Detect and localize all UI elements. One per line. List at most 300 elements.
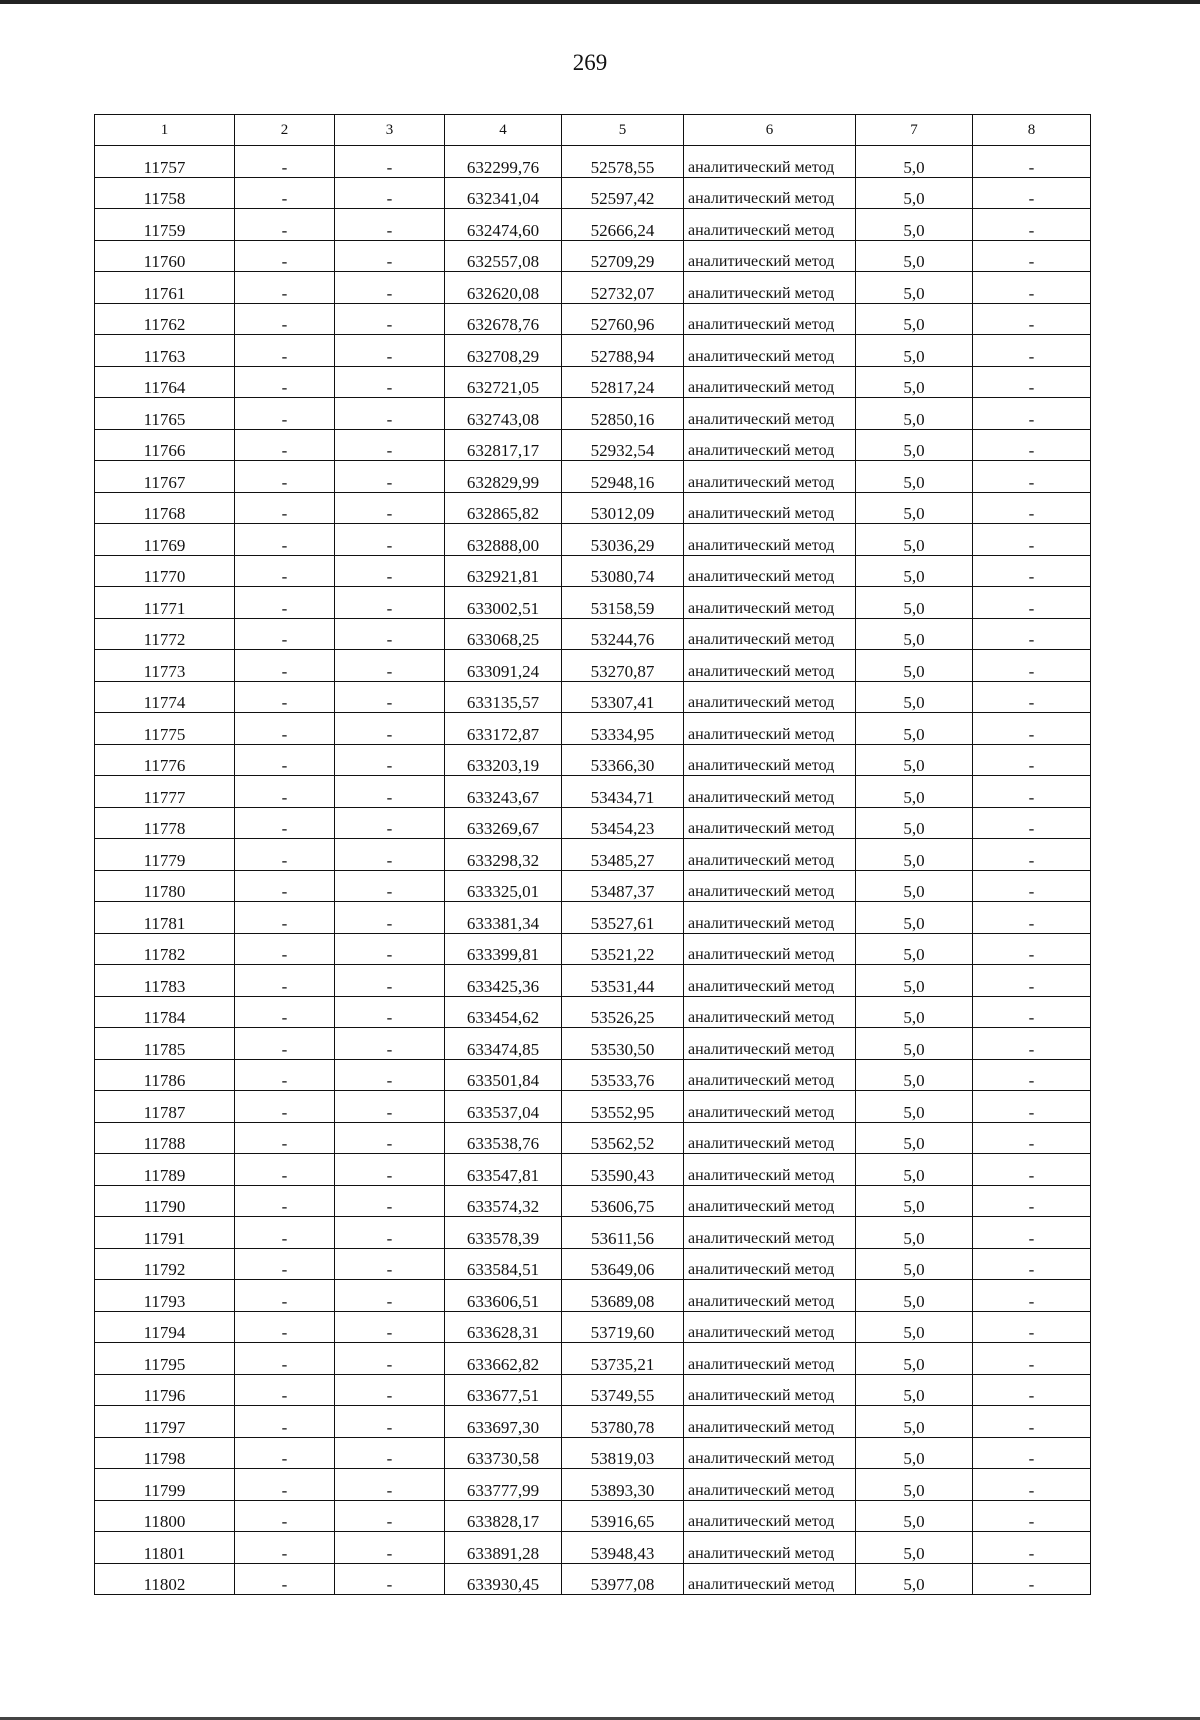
- point-number-cell: 11778: [95, 807, 235, 839]
- col2-cell: -: [235, 713, 335, 745]
- col2-cell: -: [235, 1311, 335, 1343]
- col3-cell: -: [335, 1248, 445, 1280]
- col8-cell: -: [973, 776, 1091, 808]
- col2-cell: -: [235, 1500, 335, 1532]
- accuracy-cell: 5,0: [856, 398, 973, 430]
- accuracy-cell: 5,0: [856, 902, 973, 934]
- col3-cell: -: [335, 461, 445, 493]
- accuracy-cell: 5,0: [856, 429, 973, 461]
- method-cell: аналитический метод: [684, 713, 856, 745]
- point-number-cell: 11775: [95, 713, 235, 745]
- y-coordinate-cell: 53749,55: [562, 1374, 684, 1406]
- table-row: [95, 776, 1091, 808]
- point-number-cell: 11790: [95, 1185, 235, 1217]
- col8-cell: -: [973, 902, 1091, 934]
- col8-cell: -: [973, 209, 1091, 241]
- table-row: [95, 1091, 1091, 1123]
- x-coordinate-cell: 633454,62: [445, 996, 562, 1028]
- col2-cell: -: [235, 1406, 335, 1438]
- method-cell: аналитический метод: [684, 461, 856, 493]
- y-coordinate-cell: 53487,37: [562, 870, 684, 902]
- method-cell: аналитический метод: [684, 618, 856, 650]
- accuracy-cell: 5,0: [856, 1406, 973, 1438]
- y-coordinate-cell: 53012,09: [562, 492, 684, 524]
- col3-cell: -: [335, 1500, 445, 1532]
- col3-cell: -: [335, 933, 445, 965]
- table-row: [95, 1437, 1091, 1469]
- col8-cell: -: [973, 870, 1091, 902]
- accuracy-cell: 5,0: [856, 681, 973, 713]
- method-cell: аналитический метод: [684, 1217, 856, 1249]
- accuracy-cell: 5,0: [856, 1185, 973, 1217]
- table-row: [95, 555, 1091, 587]
- x-coordinate-cell: 633891,28: [445, 1532, 562, 1564]
- y-coordinate-cell: 53527,61: [562, 902, 684, 934]
- method-cell: аналитический метод: [684, 1563, 856, 1595]
- col3-cell: -: [335, 1406, 445, 1438]
- method-cell: аналитический метод: [684, 1437, 856, 1469]
- method-cell: аналитический метод: [684, 398, 856, 430]
- point-number-cell: 11781: [95, 902, 235, 934]
- accuracy-cell: 5,0: [856, 996, 973, 1028]
- y-coordinate-cell: 53780,78: [562, 1406, 684, 1438]
- x-coordinate-cell: 632721,05: [445, 366, 562, 398]
- table-row: [95, 1532, 1091, 1564]
- accuracy-cell: 5,0: [856, 1563, 973, 1595]
- point-number-cell: 11777: [95, 776, 235, 808]
- table-row: [95, 587, 1091, 619]
- col8-cell: -: [973, 1248, 1091, 1280]
- point-number-cell: 11788: [95, 1122, 235, 1154]
- method-cell: аналитический метод: [684, 1059, 856, 1091]
- col2-cell: -: [235, 807, 335, 839]
- y-coordinate-cell: 53689,08: [562, 1280, 684, 1312]
- scan-top-edge: [0, 0, 1200, 4]
- point-number-cell: 11760: [95, 240, 235, 272]
- method-cell: аналитический метод: [684, 240, 856, 272]
- x-coordinate-cell: 633135,57: [445, 681, 562, 713]
- col3-cell: -: [335, 744, 445, 776]
- accuracy-cell: 5,0: [856, 807, 973, 839]
- header-cell: 7: [856, 115, 973, 146]
- col3-cell: -: [335, 146, 445, 178]
- y-coordinate-cell: 52932,54: [562, 429, 684, 461]
- header-cell: 8: [973, 115, 1091, 146]
- method-cell: аналитический метод: [684, 1248, 856, 1280]
- table-row: [95, 366, 1091, 398]
- y-coordinate-cell: 53719,60: [562, 1311, 684, 1343]
- table-row: [95, 713, 1091, 745]
- col3-cell: -: [335, 398, 445, 430]
- col3-cell: -: [335, 1122, 445, 1154]
- point-number-cell: 11789: [95, 1154, 235, 1186]
- y-coordinate-cell: 52760,96: [562, 303, 684, 335]
- col8-cell: -: [973, 1185, 1091, 1217]
- col2-cell: -: [235, 618, 335, 650]
- y-coordinate-cell: 53454,23: [562, 807, 684, 839]
- col2-cell: -: [235, 776, 335, 808]
- col8-cell: -: [973, 429, 1091, 461]
- col3-cell: -: [335, 681, 445, 713]
- point-number-cell: 11763: [95, 335, 235, 367]
- col2-cell: -: [235, 524, 335, 556]
- col2-cell: -: [235, 303, 335, 335]
- y-coordinate-cell: 52817,24: [562, 366, 684, 398]
- accuracy-cell: 5,0: [856, 1343, 973, 1375]
- x-coordinate-cell: 633172,87: [445, 713, 562, 745]
- col2-cell: -: [235, 366, 335, 398]
- col3-cell: -: [335, 1469, 445, 1501]
- y-coordinate-cell: 53893,30: [562, 1469, 684, 1501]
- method-cell: аналитический метод: [684, 1185, 856, 1217]
- table-header: [95, 115, 1091, 146]
- header-cell: 3: [335, 115, 445, 146]
- method-cell: аналитический метод: [684, 524, 856, 556]
- table-row: [95, 933, 1091, 965]
- method-cell: аналитический метод: [684, 1154, 856, 1186]
- method-cell: аналитический метод: [684, 555, 856, 587]
- col3-cell: -: [335, 1437, 445, 1469]
- col2-cell: -: [235, 1343, 335, 1375]
- x-coordinate-cell: 632620,08: [445, 272, 562, 304]
- col8-cell: -: [973, 1217, 1091, 1249]
- col3-cell: -: [335, 713, 445, 745]
- table-row: [95, 272, 1091, 304]
- y-coordinate-cell: 53521,22: [562, 933, 684, 965]
- col3-cell: -: [335, 492, 445, 524]
- col3-cell: -: [335, 618, 445, 650]
- x-coordinate-cell: 632888,00: [445, 524, 562, 556]
- col2-cell: -: [235, 1059, 335, 1091]
- x-coordinate-cell: 633269,67: [445, 807, 562, 839]
- x-coordinate-cell: 633425,36: [445, 965, 562, 997]
- accuracy-cell: 5,0: [856, 1028, 973, 1060]
- point-number-cell: 11776: [95, 744, 235, 776]
- col8-cell: -: [973, 1532, 1091, 1564]
- header-row: [95, 115, 1091, 146]
- col8-cell: -: [973, 524, 1091, 556]
- y-coordinate-cell: 53611,56: [562, 1217, 684, 1249]
- col3-cell: -: [335, 1185, 445, 1217]
- col3-cell: -: [335, 1217, 445, 1249]
- table-row: [95, 303, 1091, 335]
- table-row: [95, 650, 1091, 682]
- col8-cell: -: [973, 335, 1091, 367]
- x-coordinate-cell: 632743,08: [445, 398, 562, 430]
- col2-cell: -: [235, 681, 335, 713]
- x-coordinate-cell: 633203,19: [445, 744, 562, 776]
- point-number-cell: 11799: [95, 1469, 235, 1501]
- col3-cell: -: [335, 524, 445, 556]
- accuracy-cell: 5,0: [856, 1122, 973, 1154]
- col3-cell: -: [335, 429, 445, 461]
- y-coordinate-cell: 53819,03: [562, 1437, 684, 1469]
- method-cell: аналитический метод: [684, 933, 856, 965]
- accuracy-cell: 5,0: [856, 744, 973, 776]
- col8-cell: -: [973, 618, 1091, 650]
- col8-cell: -: [973, 1437, 1091, 1469]
- method-cell: аналитический метод: [684, 1374, 856, 1406]
- x-coordinate-cell: 632299,76: [445, 146, 562, 178]
- table-body: [95, 146, 1091, 1595]
- x-coordinate-cell: 633662,82: [445, 1343, 562, 1375]
- method-cell: аналитический метод: [684, 366, 856, 398]
- y-coordinate-cell: 53080,74: [562, 555, 684, 587]
- y-coordinate-cell: 53158,59: [562, 587, 684, 619]
- accuracy-cell: 5,0: [856, 1280, 973, 1312]
- col8-cell: -: [973, 461, 1091, 493]
- y-coordinate-cell: 53531,44: [562, 965, 684, 997]
- table-row: [95, 870, 1091, 902]
- col8-cell: -: [973, 492, 1091, 524]
- method-cell: аналитический метод: [684, 1028, 856, 1060]
- point-number-cell: 11767: [95, 461, 235, 493]
- col2-cell: -: [235, 1122, 335, 1154]
- col2-cell: -: [235, 996, 335, 1028]
- point-number-cell: 11774: [95, 681, 235, 713]
- col8-cell: -: [973, 1500, 1091, 1532]
- accuracy-cell: 5,0: [856, 1091, 973, 1123]
- method-cell: аналитический метод: [684, 965, 856, 997]
- col2-cell: -: [235, 492, 335, 524]
- x-coordinate-cell: 633538,76: [445, 1122, 562, 1154]
- x-coordinate-cell: 633628,31: [445, 1311, 562, 1343]
- col2-cell: -: [235, 555, 335, 587]
- point-number-cell: 11801: [95, 1532, 235, 1564]
- col3-cell: -: [335, 650, 445, 682]
- table-row: [95, 146, 1091, 178]
- method-cell: аналитический метод: [684, 177, 856, 209]
- table-row: [95, 1217, 1091, 1249]
- accuracy-cell: 5,0: [856, 1437, 973, 1469]
- col3-cell: -: [335, 1311, 445, 1343]
- method-cell: аналитический метод: [684, 1280, 856, 1312]
- col8-cell: -: [973, 744, 1091, 776]
- table-row: [95, 902, 1091, 934]
- col3-cell: -: [335, 1532, 445, 1564]
- accuracy-cell: 5,0: [856, 555, 973, 587]
- point-number-cell: 11773: [95, 650, 235, 682]
- table-row: [95, 839, 1091, 871]
- point-number-cell: 11795: [95, 1343, 235, 1375]
- method-cell: аналитический метод: [684, 650, 856, 682]
- col8-cell: -: [973, 807, 1091, 839]
- accuracy-cell: 5,0: [856, 492, 973, 524]
- col2-cell: -: [235, 146, 335, 178]
- x-coordinate-cell: 632678,76: [445, 303, 562, 335]
- point-number-cell: 11759: [95, 209, 235, 241]
- point-number-cell: 11802: [95, 1563, 235, 1595]
- y-coordinate-cell: 53916,65: [562, 1500, 684, 1532]
- method-cell: аналитический метод: [684, 1311, 856, 1343]
- col3-cell: -: [335, 1154, 445, 1186]
- y-coordinate-cell: 52732,07: [562, 272, 684, 304]
- col8-cell: -: [973, 681, 1091, 713]
- table-row: [95, 1185, 1091, 1217]
- table-row: [95, 209, 1091, 241]
- col2-cell: -: [235, 461, 335, 493]
- page-number: 269: [572, 50, 608, 75]
- col2-cell: -: [235, 1248, 335, 1280]
- table-row: [95, 240, 1091, 272]
- point-number-cell: 11770: [95, 555, 235, 587]
- x-coordinate-cell: 632921,81: [445, 555, 562, 587]
- y-coordinate-cell: 53485,27: [562, 839, 684, 871]
- method-cell: аналитический метод: [684, 1343, 856, 1375]
- y-coordinate-cell: 53434,71: [562, 776, 684, 808]
- col3-cell: -: [335, 870, 445, 902]
- col3-cell: -: [335, 240, 445, 272]
- col3-cell: -: [335, 1059, 445, 1091]
- y-coordinate-cell: 53590,43: [562, 1154, 684, 1186]
- accuracy-cell: 5,0: [856, 618, 973, 650]
- y-coordinate-cell: 52666,24: [562, 209, 684, 241]
- table-row: [95, 429, 1091, 461]
- y-coordinate-cell: 53533,76: [562, 1059, 684, 1091]
- x-coordinate-cell: 633606,51: [445, 1280, 562, 1312]
- accuracy-cell: 5,0: [856, 146, 973, 178]
- col2-cell: -: [235, 1469, 335, 1501]
- accuracy-cell: 5,0: [856, 366, 973, 398]
- col8-cell: -: [973, 1563, 1091, 1595]
- method-cell: аналитический метод: [684, 744, 856, 776]
- col3-cell: -: [335, 272, 445, 304]
- col8-cell: -: [973, 713, 1091, 745]
- table-row: [95, 1469, 1091, 1501]
- method-cell: аналитический метод: [684, 996, 856, 1028]
- accuracy-cell: 5,0: [856, 303, 973, 335]
- point-number-cell: 11764: [95, 366, 235, 398]
- method-cell: аналитический метод: [684, 1469, 856, 1501]
- accuracy-cell: 5,0: [856, 272, 973, 304]
- point-number-cell: 11796: [95, 1374, 235, 1406]
- col2-cell: -: [235, 933, 335, 965]
- col8-cell: -: [973, 303, 1091, 335]
- col8-cell: -: [973, 587, 1091, 619]
- accuracy-cell: 5,0: [856, 240, 973, 272]
- col3-cell: -: [335, 1374, 445, 1406]
- y-coordinate-cell: 53530,50: [562, 1028, 684, 1060]
- col3-cell: -: [335, 209, 445, 241]
- col3-cell: -: [335, 1563, 445, 1595]
- col3-cell: -: [335, 335, 445, 367]
- method-cell: аналитический метод: [684, 1091, 856, 1123]
- method-cell: аналитический метод: [684, 303, 856, 335]
- col2-cell: -: [235, 240, 335, 272]
- col3-cell: -: [335, 555, 445, 587]
- col8-cell: -: [973, 555, 1091, 587]
- col8-cell: -: [973, 177, 1091, 209]
- method-cell: аналитический метод: [684, 839, 856, 871]
- table-row: [95, 1154, 1091, 1186]
- x-coordinate-cell: 633298,32: [445, 839, 562, 871]
- x-coordinate-cell: 633325,01: [445, 870, 562, 902]
- y-coordinate-cell: 52788,94: [562, 335, 684, 367]
- col8-cell: -: [973, 1028, 1091, 1060]
- col2-cell: -: [235, 965, 335, 997]
- x-coordinate-cell: 633828,17: [445, 1500, 562, 1532]
- col2-cell: -: [235, 587, 335, 619]
- x-coordinate-cell: 632341,04: [445, 177, 562, 209]
- col2-cell: -: [235, 1091, 335, 1123]
- col8-cell: -: [973, 1280, 1091, 1312]
- col3-cell: -: [335, 177, 445, 209]
- col8-cell: -: [973, 272, 1091, 304]
- x-coordinate-cell: 633584,51: [445, 1248, 562, 1280]
- accuracy-cell: 5,0: [856, 1469, 973, 1501]
- col3-cell: -: [335, 303, 445, 335]
- point-number-cell: 11793: [95, 1280, 235, 1312]
- col2-cell: -: [235, 1217, 335, 1249]
- y-coordinate-cell: 53307,41: [562, 681, 684, 713]
- x-coordinate-cell: 633697,30: [445, 1406, 562, 1438]
- table-row: [95, 1500, 1091, 1532]
- y-coordinate-cell: 53270,87: [562, 650, 684, 682]
- x-coordinate-cell: 633091,24: [445, 650, 562, 682]
- y-coordinate-cell: 52578,55: [562, 146, 684, 178]
- col8-cell: -: [973, 1406, 1091, 1438]
- x-coordinate-cell: 633002,51: [445, 587, 562, 619]
- col8-cell: -: [973, 1091, 1091, 1123]
- col2-cell: -: [235, 429, 335, 461]
- col3-cell: -: [335, 776, 445, 808]
- y-coordinate-cell: 53036,29: [562, 524, 684, 556]
- col3-cell: -: [335, 965, 445, 997]
- accuracy-cell: 5,0: [856, 1532, 973, 1564]
- x-coordinate-cell: 633677,51: [445, 1374, 562, 1406]
- y-coordinate-cell: 52597,42: [562, 177, 684, 209]
- method-cell: аналитический метод: [684, 776, 856, 808]
- col2-cell: -: [235, 1532, 335, 1564]
- method-cell: аналитический метод: [684, 429, 856, 461]
- method-cell: аналитический метод: [684, 272, 856, 304]
- accuracy-cell: 5,0: [856, 209, 973, 241]
- point-number-cell: 11757: [95, 146, 235, 178]
- method-cell: аналитический метод: [684, 146, 856, 178]
- col3-cell: -: [335, 1091, 445, 1123]
- table-row: [95, 461, 1091, 493]
- col8-cell: -: [973, 1311, 1091, 1343]
- table-row: [95, 807, 1091, 839]
- accuracy-cell: 5,0: [856, 1059, 973, 1091]
- col2-cell: -: [235, 870, 335, 902]
- point-number-cell: 11761: [95, 272, 235, 304]
- table-row: [95, 492, 1091, 524]
- point-number-cell: 11783: [95, 965, 235, 997]
- method-cell: аналитический метод: [684, 1532, 856, 1564]
- point-number-cell: 11786: [95, 1059, 235, 1091]
- col8-cell: -: [973, 933, 1091, 965]
- table-row: [95, 1406, 1091, 1438]
- table-row: [95, 1059, 1091, 1091]
- table-row: [95, 177, 1091, 209]
- col3-cell: -: [335, 1280, 445, 1312]
- table-row: [95, 1343, 1091, 1375]
- col2-cell: -: [235, 1374, 335, 1406]
- accuracy-cell: 5,0: [856, 839, 973, 871]
- col2-cell: -: [235, 1280, 335, 1312]
- x-coordinate-cell: 632865,82: [445, 492, 562, 524]
- col8-cell: -: [973, 965, 1091, 997]
- y-coordinate-cell: 52709,29: [562, 240, 684, 272]
- x-coordinate-cell: 633777,99: [445, 1469, 562, 1501]
- point-number-cell: 11791: [95, 1217, 235, 1249]
- accuracy-cell: 5,0: [856, 776, 973, 808]
- table-row: [95, 398, 1091, 430]
- col2-cell: -: [235, 1185, 335, 1217]
- col8-cell: -: [973, 1059, 1091, 1091]
- table-row: [95, 524, 1091, 556]
